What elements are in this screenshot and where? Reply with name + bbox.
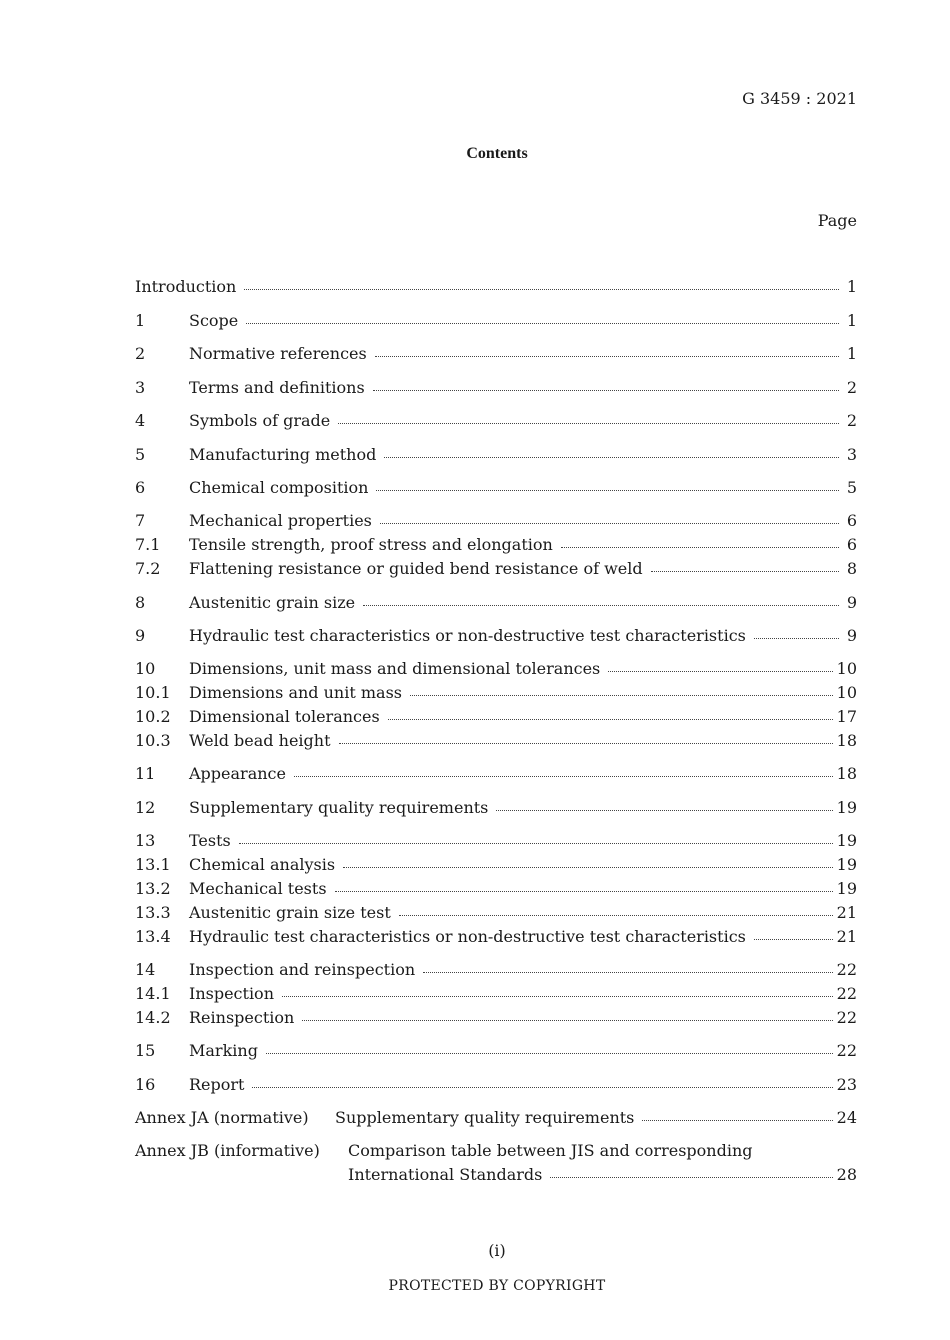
- toc-entry[interactable]: [135, 591, 857, 615]
- toc-entry-page: 2: [846, 411, 857, 430]
- toc-entry-number: 1: [135, 311, 146, 330]
- toc-entry-page: 3: [846, 445, 857, 464]
- toc-entry-number: 2: [135, 344, 146, 363]
- leader-dots: [380, 523, 839, 524]
- leader-dots: [373, 390, 839, 391]
- toc-entry[interactable]: [135, 309, 857, 333]
- leader-dots: [410, 695, 833, 696]
- toc-entry-text: Normative references: [189, 344, 367, 363]
- toc-entry-text: Chemical analysis: [189, 855, 336, 874]
- toc-entry-page: 10: [836, 659, 857, 678]
- toc-entry-introduction[interactable]: [135, 275, 857, 299]
- toc-entry[interactable]: [135, 1073, 857, 1097]
- toc-entry-number: 10.2: [135, 707, 171, 726]
- toc-entry[interactable]: [135, 877, 857, 901]
- toc-entry-text: Introduction: [135, 277, 237, 296]
- toc-entry-number: 13: [135, 831, 156, 850]
- toc-entry-text: Supplementary quality requirements: [189, 798, 489, 817]
- toc-entry-page: 1: [846, 311, 857, 330]
- toc-entry[interactable]: [135, 533, 857, 557]
- toc-annex-ja[interactable]: [135, 1106, 857, 1130]
- toc-entry-number: 9: [135, 626, 146, 645]
- toc-entry-page: 24: [836, 1108, 857, 1127]
- copyright-notice: PROTECTED BY COPYRIGHT: [388, 1278, 606, 1294]
- toc-entry-page: 21: [836, 903, 857, 922]
- toc-entry-number: 15: [135, 1041, 156, 1060]
- leader-dots: [651, 571, 839, 572]
- leader-dots: [282, 996, 833, 997]
- document-id: G 3459 : 2021: [742, 89, 857, 108]
- toc-entry-number: 10: [135, 659, 156, 678]
- toc-entry-number: 10.3: [135, 731, 171, 750]
- leader-dots: [302, 1020, 832, 1021]
- toc-entry-page: 19: [836, 879, 857, 898]
- toc-entry-number: 7.1: [135, 535, 161, 554]
- toc-entry-text: Austenitic grain size test: [189, 903, 391, 922]
- toc-entry-page: 9: [846, 593, 857, 612]
- toc-entry[interactable]: [135, 342, 857, 366]
- toc-entry-page: 17: [836, 707, 857, 726]
- toc-entry-page: 6: [846, 535, 857, 554]
- page-column-label: Page: [817, 211, 857, 230]
- toc-entry-number: 10.1: [135, 683, 171, 702]
- toc-entry-text: Report: [189, 1075, 245, 1094]
- toc-entry-text: Dimensions, unit mass and dimensional tolerances: [189, 659, 601, 678]
- toc-entry-page: 22: [836, 1041, 857, 1060]
- toc-entry[interactable]: [135, 853, 857, 877]
- toc-entry-text: Mechanical properties: [189, 511, 372, 530]
- toc-entry-text: Inspection: [189, 984, 274, 1003]
- leader-dots: [399, 915, 833, 916]
- toc-entry-number: 14.1: [135, 984, 171, 1003]
- toc-entry-text: Symbols of grade: [189, 411, 331, 430]
- toc-entry[interactable]: [135, 376, 857, 400]
- toc-entry-page: 19: [836, 831, 857, 850]
- leader-dots: [252, 1087, 832, 1088]
- leader-dots: [388, 719, 833, 720]
- toc-entry-text: Appearance: [189, 764, 286, 783]
- toc-entry-text: Scope: [189, 311, 239, 330]
- leader-dots: [384, 457, 839, 458]
- toc-entry-page: 1: [846, 344, 857, 363]
- leader-dots: [423, 972, 832, 973]
- toc-entry-text: Inspection and reinspection: [189, 960, 416, 979]
- toc-entry-number: 4: [135, 411, 146, 430]
- toc-entry-text: Austenitic grain size: [189, 593, 356, 612]
- leader-dots: [363, 605, 839, 606]
- leader-dots: [754, 638, 839, 639]
- toc-entry-number: 5: [135, 445, 146, 464]
- toc-entry-text: Flattening resistance or guided bend resistance of weld: [189, 559, 643, 578]
- annex-title: Supplementary quality requirements: [335, 1108, 635, 1127]
- leader-dots: [754, 939, 833, 940]
- toc-entry-page: 5: [846, 478, 857, 497]
- toc-entry-page: 18: [836, 731, 857, 750]
- toc-entry-page: 22: [836, 1008, 857, 1027]
- toc-entry-page: 18: [836, 764, 857, 783]
- toc-entry-page: 9: [846, 626, 857, 645]
- toc-entry-number: 11: [135, 764, 156, 783]
- leader-dots: [338, 423, 839, 424]
- toc-entry-page: 21: [836, 927, 857, 946]
- toc-entry-number: 7: [135, 511, 146, 530]
- toc-entry[interactable]: [135, 829, 857, 853]
- toc-entry[interactable]: [135, 509, 857, 533]
- toc-entry[interactable]: [135, 705, 857, 729]
- leader-dots: [376, 490, 839, 491]
- leader-dots: [496, 810, 832, 811]
- toc-entry[interactable]: [135, 1039, 857, 1063]
- toc-entry-page: 1: [846, 277, 857, 296]
- toc-entry-text: Dimensions and unit mass: [189, 683, 402, 702]
- toc-entry-number: 13.4: [135, 927, 171, 946]
- toc-entry[interactable]: [135, 409, 857, 433]
- toc-entry-number: 6: [135, 478, 146, 497]
- toc-entry-text: Marking: [189, 1041, 258, 1060]
- leader-dots: [561, 547, 839, 548]
- toc-entry-page: 8: [846, 559, 857, 578]
- toc-entry-page: 19: [836, 855, 857, 874]
- toc-entry-text: Hydraulic test characteristics or non-destructive test characteristics: [189, 927, 746, 946]
- toc-entry-number: 8: [135, 593, 146, 612]
- toc-annex-jb-continued[interactable]: [135, 1163, 857, 1187]
- page-title: Contents: [466, 145, 528, 162]
- toc-entry-number: 13.3: [135, 903, 171, 922]
- toc-entry-page: 6: [846, 511, 857, 530]
- toc-entry[interactable]: [135, 958, 857, 982]
- leader-dots: [608, 671, 832, 672]
- toc-entry[interactable]: [135, 657, 857, 681]
- toc-entry-text: Reinspection: [189, 1008, 295, 1027]
- toc-entry-text: Mechanical tests: [189, 879, 327, 898]
- toc-entry-number: 12: [135, 798, 156, 817]
- toc-entry[interactable]: [135, 443, 857, 467]
- toc-entry-number: 16: [135, 1075, 156, 1094]
- toc-entry-page: 28: [836, 1165, 857, 1184]
- toc-entry-text: Dimensional tolerances: [189, 707, 380, 726]
- leader-dots: [239, 843, 833, 844]
- toc-entry-number: 13.1: [135, 855, 171, 874]
- toc-entry[interactable]: [135, 901, 857, 925]
- toc-entry-number: 7.2: [135, 559, 161, 578]
- toc-entry-text: Manufacturing method: [189, 445, 377, 464]
- leader-dots: [335, 891, 833, 892]
- toc-entry[interactable]: [135, 624, 857, 648]
- leader-dots: [642, 1120, 832, 1121]
- toc-entry-text: Hydraulic test characteristics or non-destructive test characteristics: [189, 626, 746, 645]
- toc-entry[interactable]: [135, 729, 857, 753]
- toc-entry[interactable]: [135, 925, 857, 949]
- toc-entry[interactable]: [135, 982, 857, 1006]
- annex-title-line1: Comparison table between JIS and corresponding: [348, 1141, 753, 1160]
- toc-entry[interactable]: [135, 762, 857, 786]
- leader-dots: [375, 356, 839, 357]
- toc-entry-text: Tensile strength, proof stress and elongation: [189, 535, 553, 554]
- toc-entry-page: 22: [836, 960, 857, 979]
- leader-dots: [343, 867, 833, 868]
- leader-dots: [294, 776, 833, 777]
- toc-entry[interactable]: [135, 796, 857, 820]
- leader-dots: [339, 743, 833, 744]
- toc-entry-page: 10: [836, 683, 857, 702]
- annex-title-line2: International Standards: [348, 1165, 543, 1184]
- page-number: (i): [488, 1241, 506, 1260]
- toc-entry-number: 14: [135, 960, 156, 979]
- leader-dots: [246, 323, 839, 324]
- toc-entry-page: 19: [836, 798, 857, 817]
- toc-entry-text: Weld bead height: [189, 731, 331, 750]
- toc-entry-text: Terms and definitions: [189, 378, 365, 397]
- leader-dots: [550, 1177, 832, 1178]
- toc-entry-text: Tests: [189, 831, 231, 850]
- toc-entry[interactable]: [135, 557, 857, 581]
- toc-entry-text: Chemical composition: [189, 478, 369, 497]
- toc-entry-number: 14.2: [135, 1008, 171, 1027]
- toc-annex-jb[interactable]: [135, 1139, 857, 1163]
- toc-entry[interactable]: [135, 476, 857, 500]
- toc-entry-number: 13.2: [135, 879, 171, 898]
- toc-entry-page: 2: [846, 378, 857, 397]
- toc-entry-number: 3: [135, 378, 146, 397]
- leader-dots: [266, 1053, 833, 1054]
- annex-label: Annex JA (normative): [135, 1108, 309, 1127]
- leader-dots: [244, 289, 839, 290]
- toc-entry[interactable]: [135, 1006, 857, 1030]
- toc-entry-page: 22: [836, 984, 857, 1003]
- annex-label: Annex JB (informative): [135, 1141, 320, 1160]
- toc-entry[interactable]: [135, 681, 857, 705]
- toc-entry-page: 23: [836, 1075, 857, 1094]
